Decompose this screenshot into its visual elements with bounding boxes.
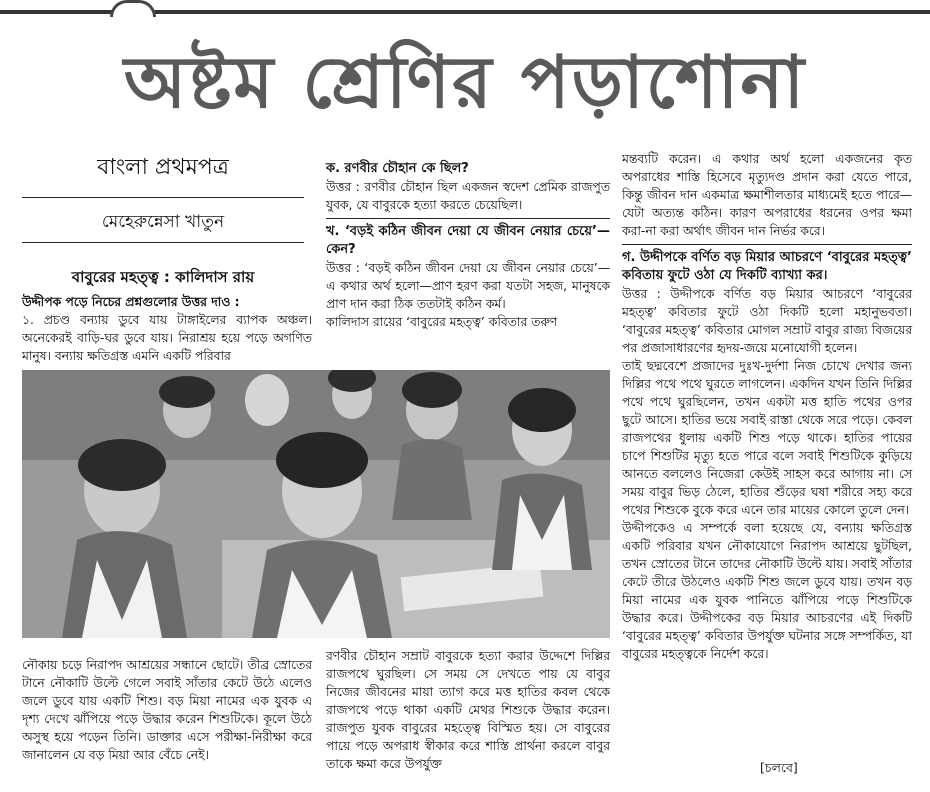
divider bbox=[22, 197, 304, 198]
to-be-continued: [চলবে] bbox=[760, 760, 798, 775]
left-column-bottom bbox=[22, 656, 312, 764]
answer-ga-body: তাই ছদ্মবেশে প্রজাদের দুঃখ-দুর্দশা নিজ চোখে দেখার জন্য দিল্লির পথে পথে ঘুরতে লাগলেন। একদিন যখন তিনি দিল্লির পথে পথে ঘুরছিলেন, তখন একটা মত্ত হাতি পথের ওপর ছুটে আসে। হাতির ভয়ে সবাই রাস্তা থেকে সরে পড়ে। কেবল রাজপথের ধুলায় একটি শিশু পড়ে থাকে। হাতির পায়ের চাপে শিশুটির মৃত্যু হতে পারে বলে সবাই শিশুটিকে কুড়িয়ে আনতে বললেও নিজেরা কেউই সাহস করে আগায় না। সে সময় বাবুর ভিড় ঠেলে, হাতির শুঁড়ের ঘষা শরীরে সহ্য করে পথের শিশুকে বুকে করে এনে তার মায়ের কোলে তুলে দেন। bbox=[622, 359, 912, 517]
left-column-top bbox=[22, 293, 312, 365]
answer-kha-end: মন্তব্যটি করেন। এ কথার অর্থ হলো একজনের কৃত অপরাধের শাস্তি হিসেবে মৃত্যুদণ্ড প্রদান করা যেতে পারে, কিন্তু জীবন দান একমাত্র ক্ষমাশীলতার মাধ্যমেই হতে পারে—যেটা অত্যন্ত কঠিন। কারণ অপরাধের ধরনের ওপর ক্ষমা করা-না করা অর্থাৎ জীবন দান নির্ভর করে। bbox=[622, 152, 912, 238]
question-kha: খ. ‘বড়ই কঠিন জীবন দেয়া যে জীবন নেয়ার চেয়ে’—কেন? bbox=[326, 224, 610, 257]
divider bbox=[622, 244, 912, 245]
answer-kha-cont: কালিদাস রায়ের ‘বাবুরের মহত্ত্ব’ কবিতার তরুণ bbox=[326, 315, 558, 329]
answer-ka: উত্তর : রণবীর চৌহান ছিল একজন স্বদেশ প্রেমিক রাজপুত যুবক, যে বাবুরকে হত্যা করতে চেয়েছিল। bbox=[326, 180, 610, 212]
question-prompt: উদ্দীপক পড়ে নিচের প্রশ্নগুলোর উত্তর দাও : bbox=[22, 295, 240, 309]
subject-title: বাংলা প্রথমপত্র bbox=[97, 155, 229, 180]
question-ga: গ. উদ্দীপকে বর্ণিত বড় মিয়ার আচরণে ‘বাবুরের মহত্ত্ব’ কবিতায় ফুটে ওঠা যে দিকটি ব্যাখ্যা কর। bbox=[622, 250, 912, 283]
answer-ga-intro: উত্তর : উদ্দীপকে বর্ণিত বড় মিয়ার আচরণে ‘বাবুরের মহত্ত্ব’ কবিতার ফুটে ওঠা দিকটি হলো মহানুভবতা। ‘বাবুরের মহত্ত্ব’ কবিতার মোগল সম্রাট বাবুর রাজ্য বিজয়ের পর প্রজাসাধারণের হৃদয়-জয়ে মনোযোগী হলেন। bbox=[622, 287, 912, 355]
author-name: মেহেরুন্নেসা খাতুন bbox=[101, 212, 225, 232]
stimulus-continued: নৌকায় চড়ে নিরাপদ আশ্রয়ের সন্ধানে ছোটে। তীব্র স্রোতের টানে নৌকাটি উল্টে গেলে সবাই সাঁতার কেটে উঠে এলেও জলে ডুবে যায় একটি শিশু। বড় মিয়া নামের এক যুবক এ দৃশ্য দেখে ঝাঁপিয়ে পড়ে উদ্ধার করেন শিশুটিকে। কূলে উঠে অসুস্থ হয়ে পড়েন তিনি। ডাক্তার এসে পরীক্ষা-নিরীক্ষা করে জানালেন যে বড় মিয়া আর বেঁচে নেই। bbox=[22, 658, 312, 762]
right-column bbox=[622, 150, 912, 663]
page-masthead: অষ্টম শ্রেণির পড়াশোনা bbox=[123, 39, 807, 124]
answer-kha-continued: রণবীর চৌহান সম্রাট বাবুরকে হত্যা করার উদ্দেশে দিল্লির রাজপথে ঘুরছিল। সে সময় সে দেখতে পায় যে বাবুর নিজের জীবনের মায়া ত্যাগ করে মত্ত হাতির কবল থেকে রাজপথে পড়ে থাকা একটি মেথর শিশুকে উদ্ধার করেন। রাজপুত যুবক বাবুরের মহত্ত্বে বিস্মিত হয়। সে বাবুরের পায়ে পড়ে অপরাধ স্বীকার করে শাস্তি প্রার্থনা করলে বাবুর তাকে ক্ষমা করে উপর্যুক্ত bbox=[326, 649, 610, 771]
answer-kha: উত্তর : ‘বড়ই কঠিন জীবন দেয়া যে জীবন নেয়ার চেয়ে’—এ কথার অর্থ হলো—প্রাণ হরণ করা যতটা সহজ, মানুষকে প্রাণ দান করা ঠিক ততটাই কঠিন কর্ম। bbox=[326, 261, 610, 311]
middle-column-top bbox=[326, 160, 610, 331]
classroom-photo bbox=[22, 370, 610, 638]
divider bbox=[22, 242, 304, 243]
stimulus-text: ১. প্রচণ্ড বন্যায় ডুবে যায় টাঙ্গাইলের ব্যাপক অঞ্চল। অনেকেরই বাড়ি-ঘর ডুবে যায়। নিরাশ্রয় হয়ে পড়ে অগণিত মানুষ। বন্যায় ক্ষতিগ্রস্ত এমনি একটি পরিবার bbox=[22, 313, 312, 363]
answer-ga-comparison: উদ্দীপকেও এ সম্পর্কে বলা হয়েছে যে, বন্যায় ক্ষতিগ্রস্ত একটি পরিবার যখন নৌকাযোগে নিরাপদ আশ্রয়ে ছুটছিল, তখন স্রোতের টানে তাদের নৌকাটি উল্টে যায়। সবাই সাঁতার কেটে তীরে উঠলেও একটি শিশু জলে ডুবে যায়। তখন বড় মিয়া নামের এক যুবক পানিতে ঝাঁপিয়ে পড়ে শিশুটিকে উদ্ধার করে। উদ্দীপকের বড় মিয়ার আচরণের এই দিকটি ‘বাবুরের মহত্ত্ব’ কবিতার উপর্যুক্ত ঘটনার সঙ্গে সম্পর্কিত, যা বাবুরের মহত্ত্বকে নির্দেশ করে। bbox=[622, 521, 912, 661]
lesson-title: বাবুরের মহত্ত্ব : কালিদাস রায় bbox=[71, 268, 255, 286]
question-ka: ক. রণবীর চৌহান কে ছিল? bbox=[326, 161, 469, 176]
middle-column-bottom bbox=[326, 647, 610, 773]
divider bbox=[326, 218, 610, 219]
section-logo-icon bbox=[110, 0, 156, 17]
